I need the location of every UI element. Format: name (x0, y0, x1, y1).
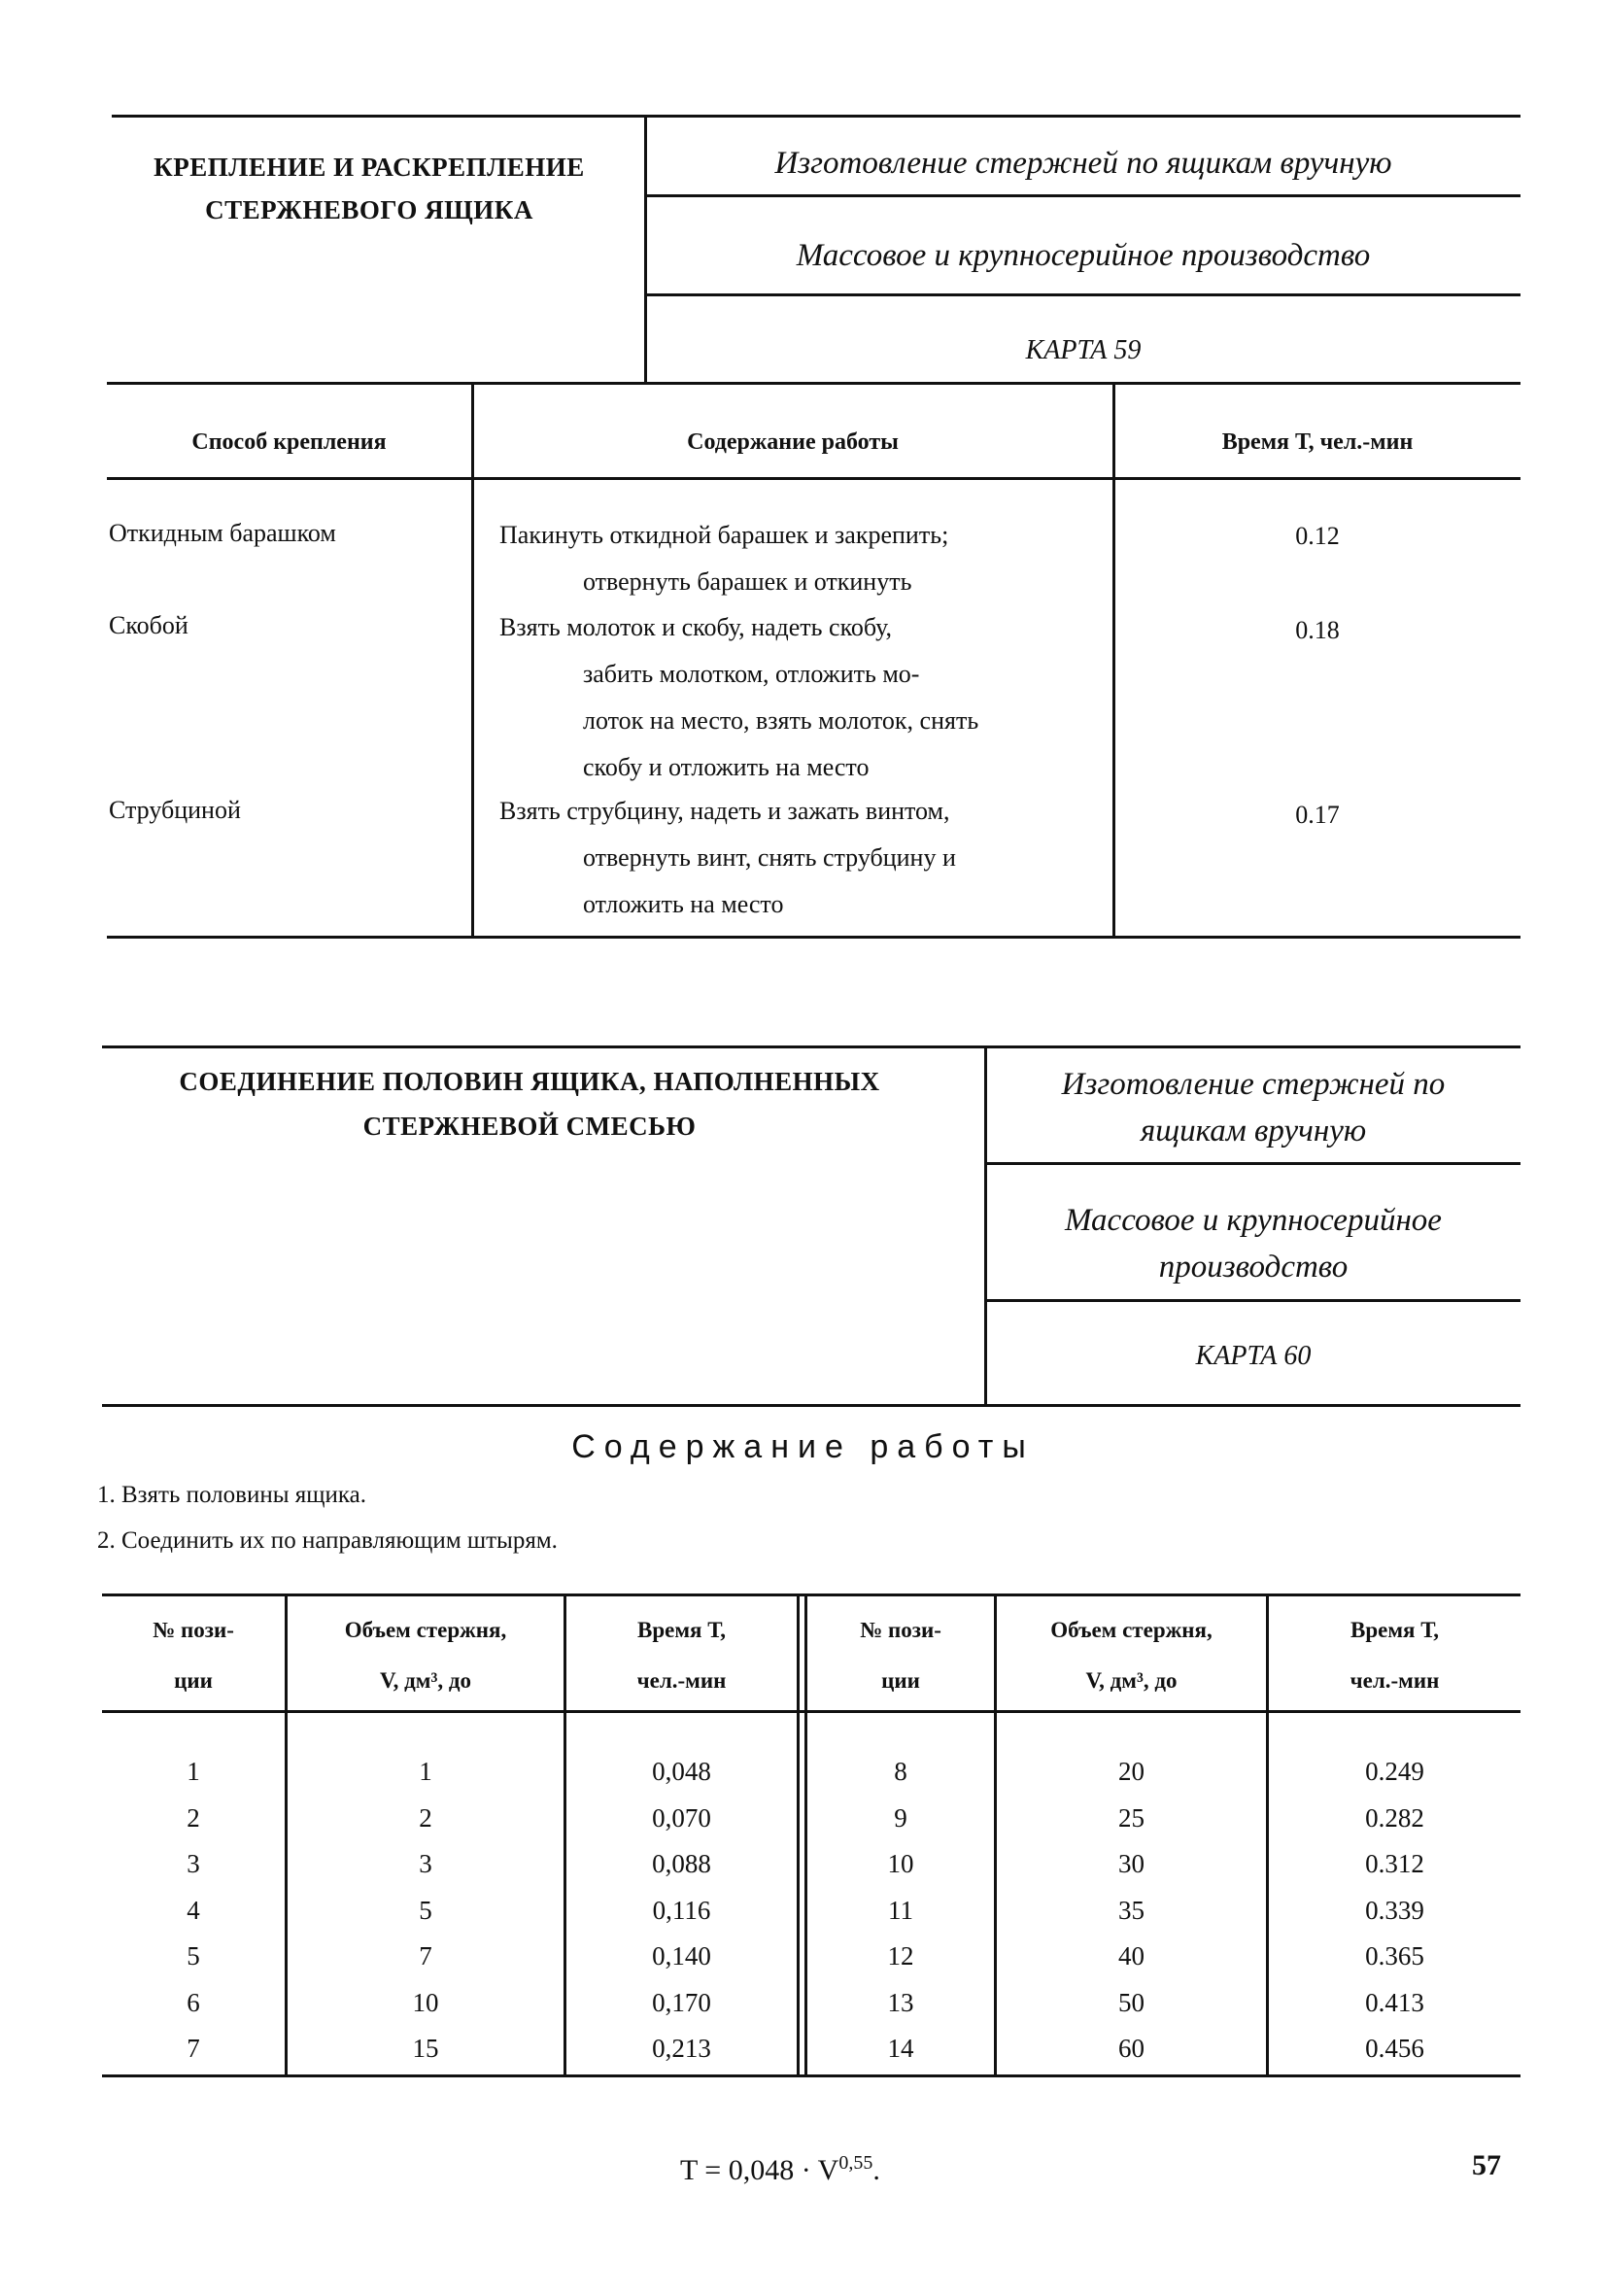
volume-cell: 15 (412, 2034, 439, 2063)
time-cell: 0,088 (652, 1849, 711, 1878)
volume-cell: 60 (1118, 2034, 1145, 2063)
card-59-production: Массовое и крупносерийное производство (796, 238, 1371, 273)
table-bottom-border (107, 936, 1521, 939)
volume-cell: 2 (419, 1802, 432, 1833)
time-cell: 0.456 (1365, 2034, 1424, 2063)
position-cell: 5 (187, 1941, 200, 1970)
step-1: 1. Взять половины ящика. (97, 1482, 367, 1508)
column-header-time: Время Т, чел.-мин (636, 1618, 727, 1693)
column-header-volume: Объем стержня, V, дм³, до (344, 1618, 507, 1693)
time-cell: 0,048 (652, 1757, 711, 1786)
time-cell: 0,140 (652, 1941, 711, 1970)
time-cell: 0.249 (1365, 1757, 1424, 1786)
volume-cell: 50 (1118, 1987, 1145, 2017)
card-60-number: КАРТА 60 (1195, 1341, 1312, 1371)
section-heading: Содержание работы (571, 1428, 1035, 1465)
card-60-subtitle: Изготовление стержней по ящикам вручную (1061, 1067, 1446, 1148)
table-top-border (102, 1593, 1521, 1596)
column-divider (1112, 382, 1115, 939)
time-cell: 0,213 (652, 2034, 711, 2063)
work-cell: Пакинуть откидной барашек и закрепить; отвернуть барашек и откинуть (499, 521, 949, 596)
time-cell: 0.18 (1295, 616, 1340, 644)
card-59-title: КРЕПЛЕНИЕ И РАСКРЕПЛЕНИЕ СТЕРЖНЕВОГО ЯЩИКА (154, 153, 585, 224)
time-cell: 0.312 (1365, 1849, 1424, 1878)
column-header-method: Способ крепления (191, 429, 387, 455)
volume-cell: 30 (1118, 1849, 1145, 1878)
method-cell: Струбциной (109, 796, 241, 824)
column-header-time: Время Т, чел.-мин (1221, 429, 1414, 455)
card-59-subtitle: Изготовление стержней по ящикам вручную (774, 146, 1392, 181)
volume-cell: 35 (1118, 1895, 1145, 1925)
method-cell: Откидным барашком (109, 519, 336, 547)
position-cell: 11 (888, 1895, 913, 1925)
time-cell: 0,170 (652, 1987, 711, 2017)
volume-cell: 5 (419, 1895, 432, 1925)
position-cell: 3 (187, 1849, 200, 1878)
volume-cell: 3 (419, 1849, 432, 1878)
position-cell: 9 (894, 1802, 907, 1833)
position-cell: 12 (887, 1941, 914, 1970)
volume-cell: 40 (1118, 1941, 1145, 1970)
column-header-position: № пози- ции (860, 1618, 941, 1693)
card-59-number: КАРТА 59 (1025, 335, 1142, 365)
column-divider (471, 382, 474, 939)
divider (986, 1162, 1521, 1165)
position-cell: 4 (187, 1895, 200, 1925)
card-60-production: Массовое и крупносерийное производство (1065, 1203, 1442, 1285)
volume-cell: 20 (1118, 1757, 1145, 1786)
table-bottom-border (102, 2074, 1521, 2077)
divider (102, 1404, 1521, 1407)
time-cell: 0.12 (1295, 522, 1340, 550)
time-cell: 0,116 (652, 1895, 711, 1925)
column-header-work: Содержание работы (687, 429, 899, 455)
position-cell: 7 (187, 2034, 200, 2063)
column-divider (797, 1593, 800, 2074)
column-header-time: Время Т, чел.-мин (1350, 1618, 1440, 1693)
table-top-border (107, 382, 1521, 385)
time-cell: 0.282 (1365, 1802, 1424, 1833)
volume-cell: 1 (419, 1757, 432, 1786)
page-number: 57 (1472, 2149, 1501, 2181)
position-cell: 10 (887, 1849, 914, 1878)
volume-cell: 10 (412, 1987, 439, 2017)
position-cell: 14 (887, 2034, 914, 2063)
divider (986, 1299, 1521, 1302)
work-cell: Взять молоток и скобу, надеть скобу, забить молотком, отложить мо- лоток на место, взять молоток, снять скобу и отложить на место (499, 613, 979, 781)
time-cell: 0.339 (1365, 1895, 1424, 1925)
position-cell: 13 (887, 1987, 914, 2017)
method-cell: Скобой (109, 611, 188, 639)
work-cell: Взять струбцину, надеть и зажать винтом, отвернуть винт, снять струбцину и отложить на место (499, 797, 956, 918)
position-cell: 1 (187, 1757, 200, 1786)
position-cell: 2 (187, 1802, 200, 1833)
volume-cell: 25 (1118, 1802, 1145, 1833)
position-cell: 8 (894, 1757, 907, 1786)
formula: T = 0,048 · V$^{0,55}$. (680, 2152, 880, 2186)
time-cell: 0.413 (1365, 1987, 1424, 2017)
time-cell: 0.17 (1295, 801, 1340, 829)
position-cell: 6 (187, 1987, 200, 2017)
time-cell: 0,070 (652, 1802, 711, 1833)
header-divider (107, 477, 1521, 480)
time-cell: 0.365 (1365, 1941, 1424, 1970)
divider (646, 194, 1521, 197)
step-2: 2. Соединить их по направляющим штырям. (97, 1527, 558, 1554)
divider (102, 1045, 1521, 1048)
header-divider (102, 1710, 1521, 1713)
column-header-volume: Объем стержня, V, дм³, до (1050, 1618, 1213, 1693)
divider (112, 115, 1521, 118)
divider (646, 293, 1521, 296)
card-60-title: СОЕДИНЕНИЕ ПОЛОВИН ЯЩИКА, НАПОЛНЕННЫХ СТЕРЖНЕВОЙ СМЕСЬЮ (179, 1067, 880, 1141)
volume-cell: 7 (419, 1941, 432, 1970)
column-header-position: № пози- ции (153, 1618, 234, 1693)
